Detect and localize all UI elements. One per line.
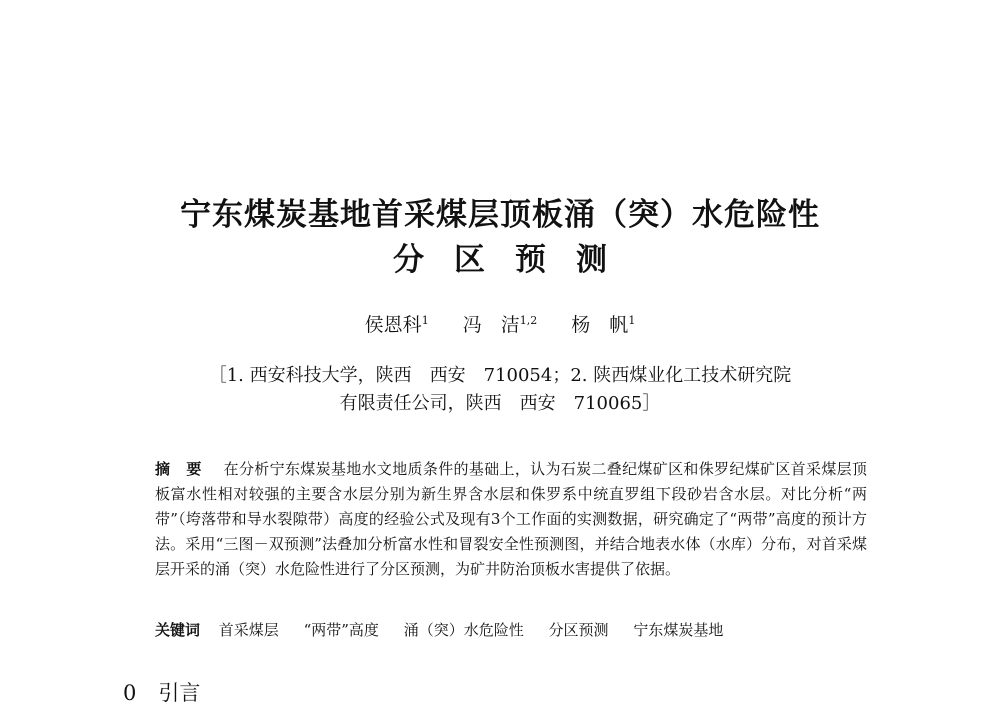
keyword: 分区预测 bbox=[548, 621, 609, 639]
paper-title-line-2: 分区预测 bbox=[393, 242, 637, 278]
affiliation-line-2: 有限责任公司，陕西 西安 710065］ bbox=[339, 393, 661, 414]
section-number: 0 bbox=[123, 681, 137, 705]
author-list bbox=[0, 312, 1000, 338]
abstract-label: 摘要 bbox=[155, 460, 218, 478]
author-affiliation-mark: 1 bbox=[628, 314, 636, 327]
author: 侯恩科$^1$ bbox=[364, 314, 429, 336]
keyword: 首采煤层 bbox=[218, 621, 279, 639]
paper-title-line-1: 宁东煤炭基地首采煤层顶板涌（突）水危险性 bbox=[180, 197, 820, 233]
keywords-label: 关键词 bbox=[155, 621, 201, 639]
section-heading bbox=[123, 680, 200, 706]
affiliation-line-1: ［1. 西安科技大学，陕西 西安 710054；2. 陕西煤业化工技术研究院 bbox=[208, 365, 792, 386]
author: 杨 帆$^1$ bbox=[571, 314, 636, 336]
keywords bbox=[155, 618, 867, 643]
keyword: 涌（突）水危险性 bbox=[403, 621, 524, 639]
author: 冯 洁$^{1,2}$ bbox=[462, 314, 538, 336]
author-affiliation-mark: 1,2 bbox=[519, 314, 538, 327]
abstract bbox=[155, 457, 867, 582]
section-title: 引言 bbox=[158, 681, 201, 705]
author-affiliation-mark: 1 bbox=[421, 314, 429, 327]
keyword: 宁东煤炭基地 bbox=[633, 621, 724, 639]
keyword: “两带”高度 bbox=[303, 621, 379, 639]
abstract-text: 在分析宁东煤炭基地水文地质条件的基础上，认为石炭二叠纪煤矿区和侏罗纪煤矿区首采煤层顶板富水性相对较强的主要含水层分别为新生界含水层和侏罗系中统直罗组下段砂岩含水层。对比分析“两带”（垮落带和导水裂隙带）高度的经验公式及现有3个工作面的实测数据，研究确定了“两带”高度的预计方法。采用“三图－双预测”法叠加分析富水性和冒裂安全性预测图，并结合地表水体（水库）分布，对首采煤层开采的涌（突）水危险性进行了分区预测，为矿井防治顶板水害提供了依据。 bbox=[155, 460, 867, 578]
